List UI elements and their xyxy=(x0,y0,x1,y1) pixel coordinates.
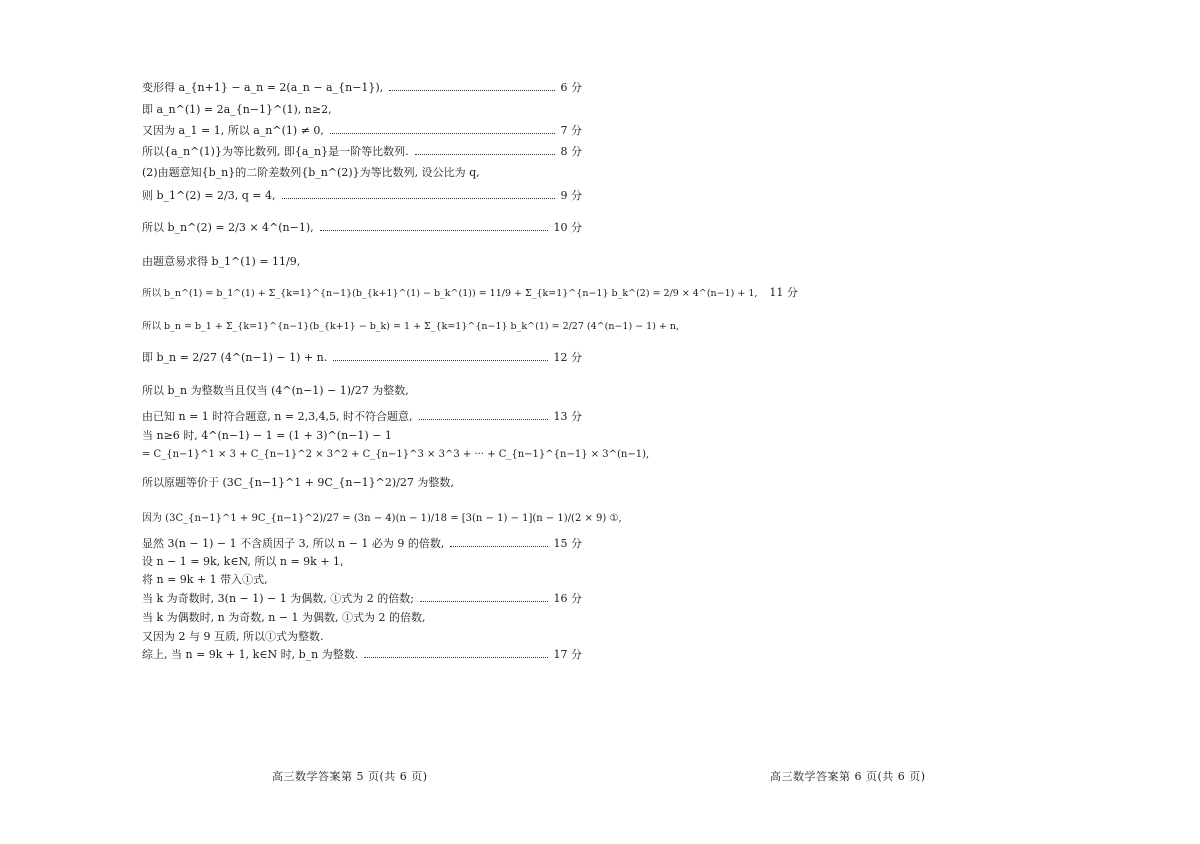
line-4 xyxy=(142,140,582,162)
line-17 xyxy=(142,505,622,527)
score-label: 17 分 xyxy=(553,648,582,661)
line-text: 综上, 当 n = 9k + 1, k∈N 时, b_n 为整数. xyxy=(142,648,359,661)
score-label: 6 分 xyxy=(560,81,582,94)
score-label: 11 分 xyxy=(769,286,798,299)
score-label: 7 分 xyxy=(560,124,582,137)
line-1 xyxy=(142,76,582,98)
line-text: 即 a_n^(1) = 2a_{n−1}^(1), n≥2, xyxy=(142,103,332,116)
dot-leader xyxy=(330,133,555,134)
line-text: 当 n≥6 时, 4^(n−1) − 1 = (1 + 3)^(n−1) − 1 xyxy=(142,429,392,442)
line-text: = C_{n−1}^1 × 3 + C_{n−1}^2 × 3^2 + C_{n−1}^3 × 3^3 + ··· + C_{n−1}^{n−1} × 3^(n−1), xyxy=(142,448,650,460)
line-text: 将 n = 9k + 1 带入①式, xyxy=(142,573,268,586)
line-text: 则 b_1^(2) = 2/3, q = 4, xyxy=(142,189,276,202)
line-10 xyxy=(142,314,680,336)
dot-leader xyxy=(364,657,547,658)
line-text: 当 k 为偶数时, n 为奇数, n − 1 为偶数, ①式为 2 的倍数, xyxy=(142,611,426,624)
score-label: 10 分 xyxy=(553,221,582,234)
line-text: 所以 b_n 为整数当且仅当 (4^(n−1) − 1)/27 为整数, xyxy=(142,384,409,397)
line-12 xyxy=(142,379,582,401)
line-15 xyxy=(142,443,650,465)
line-text: 所以 b_n = b_1 + Σ_{k=1}^{n−1}(b_{k+1} − b_k) = 1 + Σ_{k=1}^{n−1} b_k^(1) = 2/27 (4^(n−1) − 1) + n, xyxy=(142,321,680,332)
line-3 xyxy=(142,119,582,141)
line-text: 即 b_n = 2/27 (4^(n−1) − 1) + n. xyxy=(142,351,328,364)
dot-leader xyxy=(450,546,547,547)
line-text: 设 n − 1 = 9k, k∈N, 所以 n = 9k + 1, xyxy=(142,555,344,568)
score-label: 13 分 xyxy=(553,410,582,423)
line-5 xyxy=(142,161,582,183)
line-text: 由已知 n = 1 时符合题意, n = 2,3,4,5, 时不符合题意, xyxy=(142,410,413,423)
line-16 xyxy=(142,471,582,493)
score-label: 8 分 xyxy=(560,145,582,158)
line-6 xyxy=(142,184,582,206)
line-text: 所以原题等价于 (3C_{n−1}^1 + 9C_{n−1}^2)/27 为整数, xyxy=(142,476,454,489)
line-text: 又因为 a_1 = 1, 所以 a_n^(1) ≠ 0, xyxy=(142,124,324,137)
line-text: 当 k 为奇数时, 3(n − 1) − 1 为偶数, ①式为 2 的倍数; xyxy=(142,592,414,605)
score-label: 16 分 xyxy=(553,592,582,605)
line-7 xyxy=(142,216,582,238)
dot-leader xyxy=(320,230,548,231)
score-label: 12 分 xyxy=(553,351,582,364)
dot-leader xyxy=(282,198,555,199)
score-label: 9 分 xyxy=(560,189,582,202)
dot-leader xyxy=(420,601,548,602)
line-text: (2)由题意知{b_n}的二阶差数列{b_n^(2)}为等比数列, 设公比为 q, xyxy=(142,166,480,179)
dot-leader xyxy=(389,90,554,91)
dot-leader xyxy=(333,360,547,361)
line-text: 又因为 2 与 9 互质, 所以①式为整数. xyxy=(142,630,324,643)
line-text: 因为 (3C_{n−1}^1 + 9C_{n−1}^2)/27 = (3n − 4)(n − 1)/18 = [3(n − 1) − 1](n − 1)/(2 × 9) ①, xyxy=(142,512,622,524)
dot-leader xyxy=(419,419,548,420)
dot-leader xyxy=(415,154,555,155)
line-text: 由题意易求得 b_1^(1) = 11/9, xyxy=(142,255,301,268)
line-8 xyxy=(142,250,582,272)
line-text: 变形得 a_{n+1} − a_n = 2(a_n − a_{n−1}), xyxy=(142,81,384,94)
line-2 xyxy=(142,98,582,120)
score-label: 15 分 xyxy=(553,537,582,550)
line-text: 所以 b_n^(1) = b_1^(1) + Σ_{k=1}^{n−1}(b_{k+1}^(1) − b_k^(1)) = 11/9 + Σ_{k=1}^{n−1} b_k^(2) = 2/9 × 4^(n−1) + 1, xyxy=(142,288,758,299)
line-text: 显然 3(n − 1) − 1 不含质因子 3, 所以 n − 1 必为 9 的倍数, xyxy=(142,537,445,550)
line-24 xyxy=(142,643,582,665)
page-footer-right: 高三数学答案第 6 页(共 6 页) xyxy=(770,770,926,783)
line-9 xyxy=(142,281,798,303)
page-footer-left: 高三数学答案第 5 页(共 6 页) xyxy=(272,770,428,783)
line-11 xyxy=(142,346,582,368)
line-text: 所以{a_n^(1)}为等比数列, 即{a_n}是一阶等比数列. xyxy=(142,145,409,158)
line-text: 所以 b_n^(2) = 2/3 × 4^(n−1), xyxy=(142,221,314,234)
